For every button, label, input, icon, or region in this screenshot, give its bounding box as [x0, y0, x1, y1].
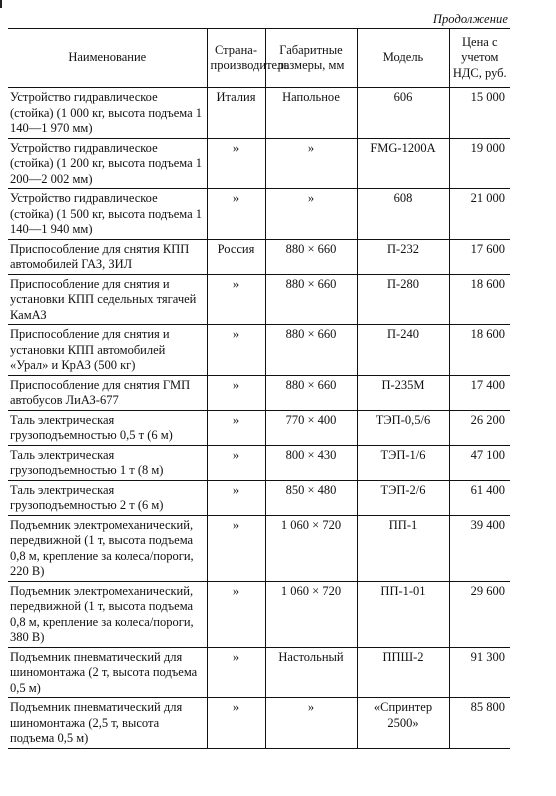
table-row — [8, 138, 510, 189]
table-row — [8, 410, 510, 445]
cell-country: » — [207, 325, 265, 376]
cell-dimensions: 880 × 660 — [265, 274, 357, 325]
cell-dimensions: Настольный — [265, 647, 357, 698]
cell-dimensions: Напольное — [265, 88, 357, 139]
cell-dimensions: 770 × 400 — [265, 410, 357, 445]
cell-dimensions: 800 × 430 — [265, 445, 357, 480]
cell-price: 19 000 — [449, 138, 510, 189]
table-row — [8, 274, 510, 325]
cell-name: Приспособление для снятия и установки КПП седельных тягачей КамАЗ — [10, 276, 197, 322]
table-row — [8, 325, 510, 376]
cell-name: Таль электрическая грузоподъемностью 0,5 т (6 м) — [10, 412, 173, 442]
cell-name: Таль электрическая грузоподъемностью 1 т (8 м) — [10, 447, 164, 477]
page-corner-mark — [0, 0, 6, 8]
table-row — [8, 189, 510, 240]
cell-dimensions: 1 060 × 720 — [265, 515, 357, 581]
cell-model: П-232 — [357, 239, 449, 274]
continuation-label: Продолжение — [432, 12, 508, 26]
cell-country: » — [207, 480, 265, 515]
header-name: Наименование — [8, 29, 207, 88]
cell-price: 21 000 — [449, 189, 510, 240]
cell-price: 26 200 — [449, 410, 510, 445]
cell-dimensions: » — [265, 698, 357, 749]
cell-name: Подъемник электромеханический, передвижной (1 т, высота подъема 0,8 м, крепление за колеса/пороги, 220 В) — [10, 517, 194, 578]
table-header-row — [8, 29, 510, 88]
table-row — [8, 445, 510, 480]
cell-name: Приспособление для снятия и установки КПП автомобилей «Урал» и КрАЗ (500 кг) — [10, 327, 170, 372]
cell-dimensions: 880 × 660 — [265, 375, 357, 410]
header-country: Страна-производитель — [207, 29, 265, 88]
cell-country: » — [207, 698, 265, 749]
cell-price: 61 400 — [449, 480, 510, 515]
cell-model: П-240 — [357, 325, 449, 376]
cell-name: Подъемник пневматический для шиномонтажа (2 т, высота подъема 0,5 м) — [10, 649, 198, 695]
cell-dimensions: 850 × 480 — [265, 480, 357, 515]
cell-model: FMG-1200A — [357, 138, 449, 189]
table-row — [8, 239, 510, 274]
cell-country: » — [207, 647, 265, 698]
table-row — [8, 698, 510, 749]
cell-model: ПП-1 — [357, 515, 449, 581]
cell-name: Устройство гидравлическое (стойка) (1 000 кг, высота подъема 1 140—1 970 мм) — [10, 90, 203, 135]
cell-country: » — [207, 515, 265, 581]
cell-country: Италия — [207, 88, 265, 139]
cell-model: ПП-1-01 — [357, 581, 449, 647]
table-row — [8, 581, 510, 647]
cell-dimensions: » — [265, 138, 357, 189]
cell-price: 17 400 — [449, 375, 510, 410]
table-row — [8, 88, 510, 139]
equipment-price-table — [8, 28, 510, 749]
cell-price: 15 000 — [449, 88, 510, 139]
cell-name: Приспособление для снятия КПП автомобилей ГАЗ, ЗИЛ — [10, 241, 190, 271]
table-body — [8, 88, 510, 749]
cell-model: ТЭП-0,5/6 — [357, 410, 449, 445]
cell-price: 39 400 — [449, 515, 510, 581]
cell-model: 606 — [357, 88, 449, 139]
cell-name: Подъемник электромеханический, передвижной (1 т, высота подъема 0,8 м, крепление за колеса/пороги, 380 В) — [10, 583, 194, 644]
cell-price: 18 600 — [449, 325, 510, 376]
cell-model: 608 — [357, 189, 449, 240]
cell-model: П-280 — [357, 274, 449, 325]
cell-country: » — [207, 274, 265, 325]
cell-model: ППШ-2 — [357, 647, 449, 698]
cell-dimensions: 880 × 660 — [265, 239, 357, 274]
cell-name: Подъемник пневматический для шиномонтажа (2,5 т, высота подъема 0,5 м) — [10, 700, 183, 745]
cell-model: «Спринтер 2500» — [357, 698, 449, 749]
cell-name: Устройство гидравлическое (стойка) (1 200 кг, высота подъема 1 200—2 002 мм) — [10, 140, 203, 186]
cell-country: Россия — [207, 239, 265, 274]
header-model: Модель — [357, 29, 449, 88]
header-dimensions: Габаритные размеры, мм — [265, 29, 357, 88]
cell-price: 29 600 — [449, 581, 510, 647]
cell-price: 91 300 — [449, 647, 510, 698]
table-row — [8, 375, 510, 410]
header-price: Цена с учетом НДС, руб. — [449, 29, 510, 88]
cell-country: » — [207, 410, 265, 445]
cell-name: Таль электрическая грузоподъемностью 2 т (6 м) — [10, 482, 164, 512]
cell-name: Приспособление для снятия ГМП автобусов ЛиАЗ-677 — [10, 377, 191, 407]
cell-dimensions: » — [265, 189, 357, 240]
table-row — [8, 515, 510, 581]
table-row — [8, 647, 510, 698]
cell-price: 85 800 — [449, 698, 510, 749]
cell-price: 18 600 — [449, 274, 510, 325]
cell-country: » — [207, 375, 265, 410]
cell-country: » — [207, 189, 265, 240]
cell-country: » — [207, 138, 265, 189]
cell-price: 47 100 — [449, 445, 510, 480]
cell-price: 17 600 — [449, 239, 510, 274]
cell-model: ТЭП-2/6 — [357, 480, 449, 515]
cell-country: » — [207, 445, 265, 480]
cell-country: » — [207, 581, 265, 647]
cell-name: Устройство гидравлическое (стойка) (1 500 кг, высота подъема 1 140—1 940 мм) — [10, 191, 203, 236]
cell-dimensions: 1 060 × 720 — [265, 581, 357, 647]
cell-dimensions: 880 × 660 — [265, 325, 357, 376]
cell-model: П-235М — [357, 375, 449, 410]
cell-model: ТЭП-1/6 — [357, 445, 449, 480]
table-row — [8, 480, 510, 515]
